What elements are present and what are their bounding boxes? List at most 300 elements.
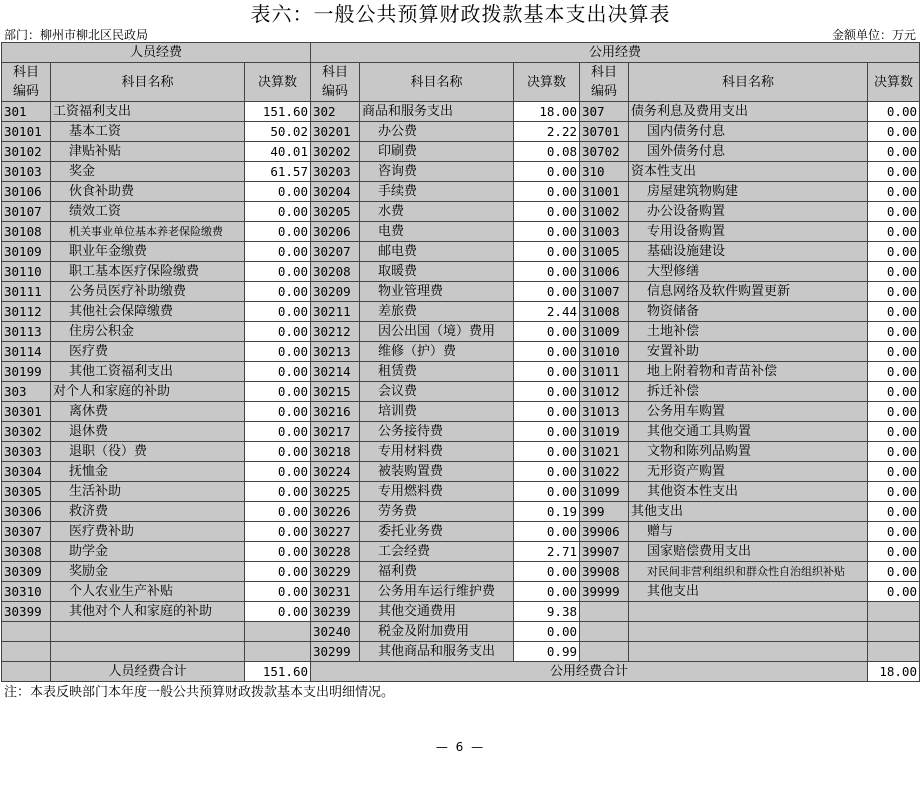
- row-amount: [245, 642, 311, 662]
- row-code: 30231: [311, 582, 360, 602]
- row-amount: 2.22: [514, 122, 580, 142]
- row-amount: 0.00: [514, 262, 580, 282]
- row-amount: 0.00: [514, 202, 580, 222]
- row-code: 30240: [311, 622, 360, 642]
- row-code: 30307: [2, 522, 51, 542]
- row-amount: 0.00: [514, 422, 580, 442]
- row-name: 物业管理费: [360, 282, 514, 302]
- row-code: 30225: [311, 482, 360, 502]
- row-code: 31099: [580, 482, 629, 502]
- row-amount: 0.00: [868, 442, 920, 462]
- row-amount: 0.00: [514, 442, 580, 462]
- row-name: 维修（护）费: [360, 342, 514, 362]
- row-amount: 0.00: [514, 342, 580, 362]
- row-code: 30229: [311, 562, 360, 582]
- table-row: [2, 482, 920, 502]
- row-code: 30213: [311, 342, 360, 362]
- row-amount: 0.00: [514, 222, 580, 242]
- row-amount: 0.00: [514, 242, 580, 262]
- row-amount: 0.00: [245, 182, 311, 202]
- row-amount: 0.00: [868, 202, 920, 222]
- row-code: 30204: [311, 182, 360, 202]
- row-code: 30308: [2, 542, 51, 562]
- row-name: 基础设施建设: [629, 242, 868, 262]
- row-name: 印刷费: [360, 142, 514, 162]
- row-name: 办公费: [360, 122, 514, 142]
- row-name: 取暖费: [360, 262, 514, 282]
- row-amount: 18.00: [514, 102, 580, 122]
- row-amount: 0.00: [868, 562, 920, 582]
- col-header-name: 科目名称: [360, 63, 514, 102]
- row-code: 303: [2, 382, 51, 402]
- row-name: 其他对个人和家庭的补助: [51, 602, 245, 622]
- row-amount: 0.00: [514, 482, 580, 502]
- row-amount: 0.00: [514, 322, 580, 342]
- row-code: 31007: [580, 282, 629, 302]
- row-amount: 0.00: [868, 182, 920, 202]
- row-code: 31019: [580, 422, 629, 442]
- row-code: 39999: [580, 582, 629, 602]
- table-row: [2, 162, 920, 182]
- table-row: [2, 122, 920, 142]
- row-code: 30299: [311, 642, 360, 662]
- row-amount: 0.00: [245, 482, 311, 502]
- row-name: 租赁费: [360, 362, 514, 382]
- row-code: 30306: [2, 502, 51, 522]
- row-name: 商品和服务支出: [360, 102, 514, 122]
- row-code: 39908: [580, 562, 629, 582]
- row-amount: 0.00: [514, 562, 580, 582]
- row-code: 39907: [580, 542, 629, 562]
- row-name: 住房公积金: [51, 322, 245, 342]
- row-name: 其他社会保障缴费: [51, 302, 245, 322]
- footnote: 注：本表反映部门本年度一般公共预算财政拨款基本支出明细情况。: [4, 685, 395, 700]
- row-code: 30399: [2, 602, 51, 622]
- row-amount: 2.44: [514, 302, 580, 322]
- row-name: 国外债务付息: [629, 142, 868, 162]
- row-name: 地上附着物和青苗补偿: [629, 362, 868, 382]
- row-amount: 0.00: [245, 362, 311, 382]
- row-name: 福利费: [360, 562, 514, 582]
- table-row: [2, 282, 920, 302]
- row-code: 30211: [311, 302, 360, 322]
- row-name: 基本工资: [51, 122, 245, 142]
- row-name: 公务用车运行维护费: [360, 582, 514, 602]
- row-amount: 50.02: [245, 122, 311, 142]
- row-code: 31008: [580, 302, 629, 322]
- row-amount: 0.00: [245, 542, 311, 562]
- row-code: 30108: [2, 222, 51, 242]
- row-amount: 0.00: [514, 462, 580, 482]
- row-code: 30305: [2, 482, 51, 502]
- col-header-amount: 决算数: [245, 63, 311, 102]
- col-header-name: 科目名称: [51, 63, 245, 102]
- col-header-amount: 决算数: [514, 63, 580, 102]
- table-row: [2, 262, 920, 282]
- row-amount: 0.00: [245, 522, 311, 542]
- row-amount: 0.00: [514, 162, 580, 182]
- row-code: 30103: [2, 162, 51, 182]
- table-body: [2, 102, 920, 662]
- row-amount: 0.00: [868, 162, 920, 182]
- section-personnel-header: 人员经费: [2, 43, 311, 63]
- row-code: 30112: [2, 302, 51, 322]
- row-code: 30113: [2, 322, 51, 342]
- row-amount: 0.00: [245, 422, 311, 442]
- row-code: 399: [580, 502, 629, 522]
- row-amount: 0.00: [868, 362, 920, 382]
- row-code: [580, 642, 629, 662]
- table-row: [2, 362, 920, 382]
- row-amount: 0.00: [868, 282, 920, 302]
- row-amount: 0.00: [868, 222, 920, 242]
- row-name: 公务接待费: [360, 422, 514, 442]
- row-name: [51, 642, 245, 662]
- row-code: 30102: [2, 142, 51, 162]
- row-amount: 0.00: [245, 262, 311, 282]
- row-amount: 61.57: [245, 162, 311, 182]
- row-name: 国内债务付息: [629, 122, 868, 142]
- row-name: 对个人和家庭的补助: [51, 382, 245, 402]
- table-row: [2, 462, 920, 482]
- table-row: [2, 202, 920, 222]
- row-name: 对民间非营利组织和群众性自治组织补贴: [629, 562, 868, 582]
- row-amount: 0.00: [868, 422, 920, 442]
- row-amount: 0.00: [245, 602, 311, 622]
- row-name: 奖励金: [51, 562, 245, 582]
- row-name: 房屋建筑物购建: [629, 182, 868, 202]
- row-code: 30302: [2, 422, 51, 442]
- row-name: 债务利息及费用支出: [629, 102, 868, 122]
- row-amount: 0.00: [868, 502, 920, 522]
- row-name: 会议费: [360, 382, 514, 402]
- table-row: [2, 402, 920, 422]
- row-name: 其他交通工具购置: [629, 422, 868, 442]
- row-name: 专用设备购置: [629, 222, 868, 242]
- row-code: 31005: [580, 242, 629, 262]
- row-code: 30214: [311, 362, 360, 382]
- row-amount: 0.00: [868, 582, 920, 602]
- table-row: [2, 422, 920, 442]
- row-code: 31010: [580, 342, 629, 362]
- table-row: [2, 442, 920, 462]
- col-header-amount: 决算数: [868, 63, 920, 102]
- row-amount: 151.60: [245, 102, 311, 122]
- row-code: 30224: [311, 462, 360, 482]
- row-code: 30110: [2, 262, 51, 282]
- row-name: 手续费: [360, 182, 514, 202]
- department-label: 部门：柳州市柳北区民政局: [4, 28, 149, 42]
- row-amount: [245, 622, 311, 642]
- row-code: 39906: [580, 522, 629, 542]
- row-amount: 0.00: [868, 322, 920, 342]
- row-code: 30109: [2, 242, 51, 262]
- row-amount: 0.08: [514, 142, 580, 162]
- row-code: [580, 602, 629, 622]
- table-row: [2, 522, 920, 542]
- row-name: 职业年金缴费: [51, 242, 245, 262]
- row-name: 拆迁补偿: [629, 382, 868, 402]
- row-amount: 0.00: [868, 542, 920, 562]
- row-code: [580, 622, 629, 642]
- row-code: 30199: [2, 362, 51, 382]
- row-amount: [868, 622, 920, 642]
- expenditure-table: [1, 42, 920, 682]
- row-name: 物资储备: [629, 302, 868, 322]
- row-name: 文物和陈列品购置: [629, 442, 868, 462]
- total-spacer: [2, 662, 51, 682]
- row-amount: 0.00: [514, 382, 580, 402]
- row-name: 无形资产购置: [629, 462, 868, 482]
- row-amount: 0.00: [868, 342, 920, 362]
- page-title: 表六：一般公共预算财政拨款基本支出决算表: [250, 2, 671, 26]
- row-code: 30207: [311, 242, 360, 262]
- row-amount: 0.00: [514, 582, 580, 602]
- row-code: 31003: [580, 222, 629, 242]
- row-code: 30218: [311, 442, 360, 462]
- row-name: [629, 602, 868, 622]
- row-code: 30304: [2, 462, 51, 482]
- page-number: — 6 —: [435, 740, 486, 754]
- row-name: 电费: [360, 222, 514, 242]
- row-name: 因公出国（境）费用: [360, 322, 514, 342]
- row-amount: 0.00: [245, 582, 311, 602]
- row-name: 其他商品和服务支出: [360, 642, 514, 662]
- row-name: 委托业务费: [360, 522, 514, 542]
- row-amount: 0.00: [245, 322, 311, 342]
- row-name: 生活补助: [51, 482, 245, 502]
- row-amount: 0.00: [514, 362, 580, 382]
- row-code: 31006: [580, 262, 629, 282]
- row-code: 307: [580, 102, 629, 122]
- row-name: 赠与: [629, 522, 868, 542]
- row-amount: 2.71: [514, 542, 580, 562]
- row-code: [2, 622, 51, 642]
- row-name: 差旅费: [360, 302, 514, 322]
- row-code: 30215: [311, 382, 360, 402]
- row-amount: 0.00: [868, 382, 920, 402]
- col-header-name: 科目名称: [629, 63, 868, 102]
- public-total-label: 公用经费合计: [311, 662, 868, 682]
- row-amount: 0.00: [514, 402, 580, 422]
- row-amount: 0.00: [245, 342, 311, 362]
- row-name: 其他交通费用: [360, 602, 514, 622]
- row-name: 土地补偿: [629, 322, 868, 342]
- row-amount: 0.00: [868, 462, 920, 482]
- row-amount: 0.00: [868, 242, 920, 262]
- row-amount: 0.00: [245, 302, 311, 322]
- row-code: 30226: [311, 502, 360, 522]
- row-code: 31009: [580, 322, 629, 342]
- row-name: 退职（役）费: [51, 442, 245, 462]
- row-name: [629, 622, 868, 642]
- table-row: [2, 102, 920, 122]
- table-row: [2, 222, 920, 242]
- row-code: 30101: [2, 122, 51, 142]
- row-name: 离休费: [51, 402, 245, 422]
- personnel-total-value: 151.60: [245, 662, 311, 682]
- table-row: [2, 302, 920, 322]
- row-code: 30227: [311, 522, 360, 542]
- row-code: 302: [311, 102, 360, 122]
- public-total-value: 18.00: [868, 662, 920, 682]
- row-code: [2, 642, 51, 662]
- table-row: [2, 622, 920, 642]
- row-amount: 0.00: [514, 622, 580, 642]
- row-name: 救济费: [51, 502, 245, 522]
- row-code: 30206: [311, 222, 360, 242]
- row-code: 30201: [311, 122, 360, 142]
- row-name: 公务用车购置: [629, 402, 868, 422]
- table-row: [2, 342, 920, 362]
- col-header-code: 科目 编码: [2, 63, 51, 102]
- row-code: 30205: [311, 202, 360, 222]
- table-row: [2, 642, 920, 662]
- row-amount: 0.00: [245, 442, 311, 462]
- row-code: 30310: [2, 582, 51, 602]
- row-name: 安置补助: [629, 342, 868, 362]
- row-amount: 0.00: [245, 382, 311, 402]
- row-name: 伙食补助费: [51, 182, 245, 202]
- row-code: 310: [580, 162, 629, 182]
- row-code: 30301: [2, 402, 51, 422]
- table-row: [2, 182, 920, 202]
- row-name: 奖金: [51, 162, 245, 182]
- row-code: 31001: [580, 182, 629, 202]
- row-name: 信息网络及软件购置更新: [629, 282, 868, 302]
- row-amount: 0.00: [514, 282, 580, 302]
- row-name: 被装购置费: [360, 462, 514, 482]
- row-amount: 0.00: [514, 182, 580, 202]
- row-amount: 0.00: [868, 402, 920, 422]
- row-name: 其他支出: [629, 582, 868, 602]
- table-row: [2, 242, 920, 262]
- row-code: 30203: [311, 162, 360, 182]
- row-code: 30107: [2, 202, 51, 222]
- row-code: 301: [2, 102, 51, 122]
- row-code: 31022: [580, 462, 629, 482]
- row-name: 医疗费补助: [51, 522, 245, 542]
- row-name: 办公设备购置: [629, 202, 868, 222]
- row-amount: 0.00: [868, 482, 920, 502]
- row-code: 30209: [311, 282, 360, 302]
- row-amount: 0.00: [868, 102, 920, 122]
- row-name: 专用燃料费: [360, 482, 514, 502]
- row-name: 咨询费: [360, 162, 514, 182]
- row-name: 抚恤金: [51, 462, 245, 482]
- row-amount: 0.99: [514, 642, 580, 662]
- row-name: 公务员医疗补助缴费: [51, 282, 245, 302]
- row-name: 劳务费: [360, 502, 514, 522]
- row-name: 助学金: [51, 542, 245, 562]
- row-name: 税金及附加费用: [360, 622, 514, 642]
- table-row: [2, 582, 920, 602]
- row-name: 大型修缮: [629, 262, 868, 282]
- row-code: 30309: [2, 562, 51, 582]
- section-public-header: 公用经费: [311, 43, 920, 63]
- row-amount: 0.19: [514, 502, 580, 522]
- row-name: 工资福利支出: [51, 102, 245, 122]
- personnel-total-label: 人员经费合计: [51, 662, 245, 682]
- row-name: 其他工资福利支出: [51, 362, 245, 382]
- row-name: 机关事业单位基本养老保险缴费: [51, 222, 245, 242]
- row-name: 资本性支出: [629, 162, 868, 182]
- row-name: 医疗费: [51, 342, 245, 362]
- row-code: 31021: [580, 442, 629, 462]
- row-code: 30208: [311, 262, 360, 282]
- table-row: [2, 542, 920, 562]
- row-amount: 0.00: [245, 242, 311, 262]
- row-code: 30228: [311, 542, 360, 562]
- row-code: 30114: [2, 342, 51, 362]
- row-amount: 0.00: [245, 222, 311, 242]
- table-row: [2, 142, 920, 162]
- table-row: [2, 562, 920, 582]
- unit-label: 金额单位：万元: [831, 28, 916, 42]
- row-name: 邮电费: [360, 242, 514, 262]
- row-code: 31012: [580, 382, 629, 402]
- table-row: [2, 602, 920, 622]
- row-code: 30217: [311, 422, 360, 442]
- row-code: 30106: [2, 182, 51, 202]
- row-code: 30216: [311, 402, 360, 422]
- row-amount: 9.38: [514, 602, 580, 622]
- row-amount: 0.00: [245, 502, 311, 522]
- meta-row: [4, 27, 916, 43]
- row-amount: 0.00: [245, 202, 311, 222]
- row-code: 30701: [580, 122, 629, 142]
- table-row: [2, 502, 920, 522]
- row-amount: 0.00: [245, 402, 311, 422]
- row-name: 绩效工资: [51, 202, 245, 222]
- row-name: 退休费: [51, 422, 245, 442]
- row-code: 31013: [580, 402, 629, 422]
- row-code: 30239: [311, 602, 360, 622]
- row-name: 专用材料费: [360, 442, 514, 462]
- table-row: [2, 382, 920, 402]
- col-header-code: 科目 编码: [311, 63, 360, 102]
- row-name: [629, 642, 868, 662]
- row-code: 30111: [2, 282, 51, 302]
- row-name: 工会经费: [360, 542, 514, 562]
- row-amount: 0.00: [245, 562, 311, 582]
- row-amount: 0.00: [868, 262, 920, 282]
- row-code: 30303: [2, 442, 51, 462]
- col-header-code: 科目 编码: [580, 63, 629, 102]
- row-amount: 0.00: [868, 142, 920, 162]
- row-amount: 0.00: [245, 282, 311, 302]
- row-name: 国家赔偿费用支出: [629, 542, 868, 562]
- row-name: 津贴补贴: [51, 142, 245, 162]
- table-row: [2, 322, 920, 342]
- row-code: 30212: [311, 322, 360, 342]
- row-name: 其他支出: [629, 502, 868, 522]
- row-name: 水费: [360, 202, 514, 222]
- row-name: 培训费: [360, 402, 514, 422]
- row-amount: 0.00: [514, 522, 580, 542]
- row-amount: 0.00: [868, 122, 920, 142]
- row-amount: 0.00: [868, 522, 920, 542]
- row-code: 31011: [580, 362, 629, 382]
- row-amount: 40.01: [245, 142, 311, 162]
- row-name: 职工基本医疗保险缴费: [51, 262, 245, 282]
- row-name: [51, 622, 245, 642]
- row-code: 30202: [311, 142, 360, 162]
- row-amount: [868, 602, 920, 622]
- row-amount: 0.00: [245, 462, 311, 482]
- row-name: 个人农业生产补贴: [51, 582, 245, 602]
- row-name: 其他资本性支出: [629, 482, 868, 502]
